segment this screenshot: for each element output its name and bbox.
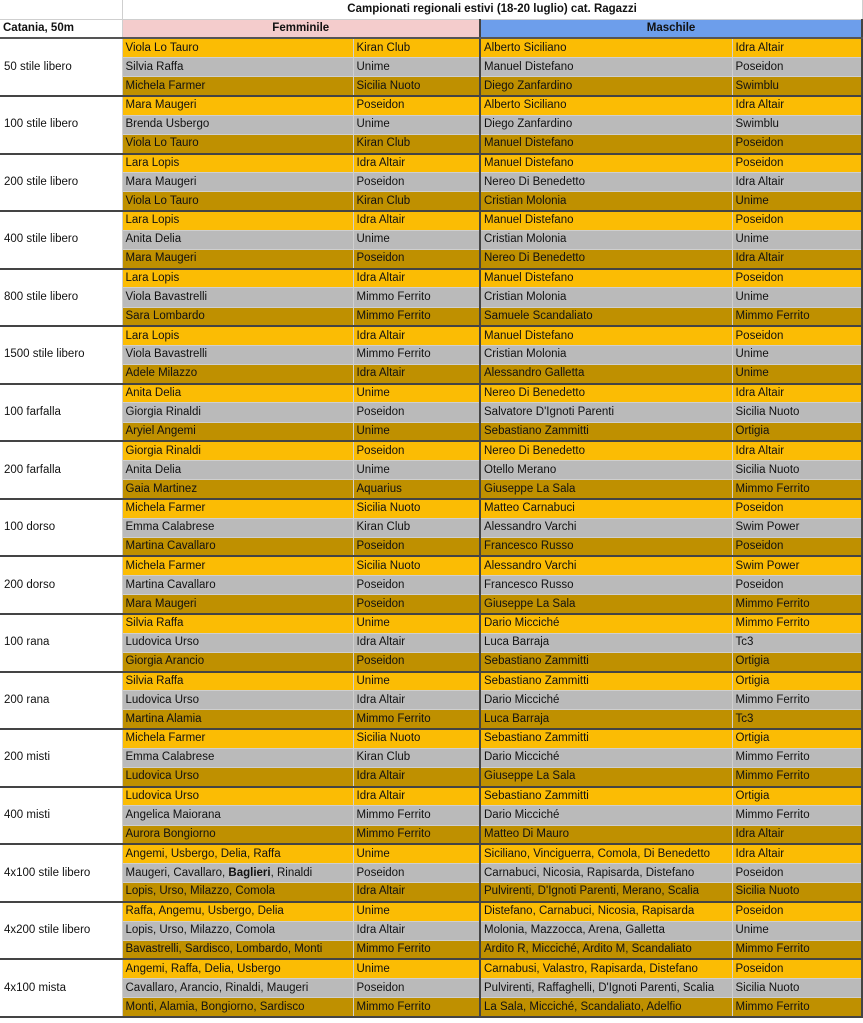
- male-athlete: Manuel Distefano: [480, 211, 732, 230]
- male-club: Poseidon: [732, 134, 862, 153]
- male-club: Poseidon: [732, 58, 862, 77]
- event-name: 400 stile libero: [0, 211, 122, 269]
- male-club: Unime: [732, 230, 862, 249]
- result-row: [0, 173, 862, 192]
- female-athlete: Lopis, Urso, Milazzo, Comola: [122, 921, 353, 940]
- result-row: [0, 729, 862, 748]
- male-athlete: Manuel Distefano: [480, 269, 732, 288]
- female-athlete: Ludovica Urso: [122, 633, 353, 652]
- male-athlete: Salvatore D'Ignoti Parenti: [480, 403, 732, 422]
- male-athlete: Alessandro Galletta: [480, 365, 732, 384]
- female-club: Idra Altair: [353, 154, 480, 173]
- location-header: Catania, 50m: [0, 19, 122, 38]
- male-club: Poseidon: [732, 326, 862, 345]
- result-row: [0, 768, 862, 787]
- male-athlete: Distefano, Carnabuci, Nicosia, Rapisarda: [480, 902, 732, 921]
- female-header: Femminile: [122, 19, 480, 38]
- female-athlete: Silvia Raffa: [122, 614, 353, 633]
- event-name: 4x100 mista: [0, 959, 122, 1017]
- male-club: Sicilia Nuoto: [732, 979, 862, 998]
- female-athlete: Viola Lo Tauro: [122, 192, 353, 211]
- male-athlete: Dario Micciché: [480, 806, 732, 825]
- result-row: [0, 710, 862, 729]
- female-club: Mimmo Ferrito: [353, 307, 480, 326]
- female-club: Unime: [353, 58, 480, 77]
- male-athlete: Otello Merano: [480, 461, 732, 480]
- female-athlete: Silvia Raffa: [122, 672, 353, 691]
- female-club: Kiran Club: [353, 518, 480, 537]
- female-athlete-part: Maugeri, Cavallaro,: [125, 866, 229, 879]
- female-athlete: Anita Delia: [122, 461, 353, 480]
- female-athlete: Lopis, Urso, Milazzo, Comola: [122, 883, 353, 902]
- result-row: [0, 115, 862, 134]
- result-row: [0, 883, 862, 902]
- male-athlete: Carnabuci, Nicosia, Rapisarda, Distefano: [480, 863, 732, 882]
- result-row: [0, 134, 862, 153]
- result-row: [0, 844, 862, 863]
- female-athlete: Raffa, Angemu, Usbergo, Delia: [122, 902, 353, 921]
- female-athlete: Anita Delia: [122, 230, 353, 249]
- male-athlete: Giuseppe La Sala: [480, 480, 732, 499]
- results-body: [0, 38, 862, 1017]
- female-club: Poseidon: [353, 403, 480, 422]
- female-athlete: Lara Lopis: [122, 269, 353, 288]
- female-club: Sicilia Nuoto: [353, 729, 480, 748]
- female-athlete: Lara Lopis: [122, 326, 353, 345]
- female-club: Unime: [353, 672, 480, 691]
- result-row: [0, 307, 862, 326]
- male-club: Mimmo Ferrito: [732, 480, 862, 499]
- male-club: Unime: [732, 921, 862, 940]
- female-club: Sicilia Nuoto: [353, 499, 480, 518]
- female-club: Unime: [353, 461, 480, 480]
- female-athlete: Emma Calabrese: [122, 748, 353, 767]
- female-club: Unime: [353, 422, 480, 441]
- female-club: Unime: [353, 844, 480, 863]
- male-club: Ortigia: [732, 422, 862, 441]
- male-athlete: Sebastiano Zammitti: [480, 422, 732, 441]
- male-club: Poseidon: [732, 902, 862, 921]
- result-row: [0, 288, 862, 307]
- female-club: Aquarius: [353, 480, 480, 499]
- male-athlete: Carnabusi, Valastro, Rapisarda, Distefano: [480, 959, 732, 978]
- male-athlete: Siciliano, Vinciguerra, Comola, Di Benedetto: [480, 844, 732, 863]
- male-club: Mimmo Ferrito: [732, 768, 862, 787]
- female-club: Unime: [353, 115, 480, 134]
- male-athlete: Manuel Distefano: [480, 326, 732, 345]
- female-athlete: Angemi, Usbergo, Delia, Raffa: [122, 844, 353, 863]
- female-club: Unime: [353, 902, 480, 921]
- result-row: [0, 998, 862, 1017]
- male-athlete: Samuele Scandaliato: [480, 307, 732, 326]
- female-athlete: [122, 863, 353, 882]
- male-club: Idra Altair: [732, 384, 862, 403]
- male-athlete: Nereo Di Benedetto: [480, 173, 732, 192]
- female-athlete-highlight: Baglieri: [228, 866, 271, 879]
- female-club: Kiran Club: [353, 134, 480, 153]
- male-club: Mimmo Ferrito: [732, 998, 862, 1017]
- female-club: Poseidon: [353, 173, 480, 192]
- female-club: Poseidon: [353, 652, 480, 671]
- male-club: Idra Altair: [732, 825, 862, 844]
- female-athlete: Michela Farmer: [122, 556, 353, 575]
- male-athlete: Francesco Russo: [480, 537, 732, 556]
- result-row: [0, 38, 862, 57]
- male-athlete: Matteo Di Mauro: [480, 825, 732, 844]
- female-athlete: Brenda Usbergo: [122, 115, 353, 134]
- result-row: [0, 537, 862, 556]
- male-club: Mimmo Ferrito: [732, 940, 862, 959]
- male-club: Unime: [732, 288, 862, 307]
- event-name: 800 stile libero: [0, 269, 122, 327]
- event-name: 100 farfalla: [0, 384, 122, 442]
- result-row: [0, 230, 862, 249]
- title-row: [0, 0, 862, 19]
- result-row: [0, 211, 862, 230]
- female-club: Idra Altair: [353, 787, 480, 806]
- result-row: [0, 787, 862, 806]
- female-club: Mimmo Ferrito: [353, 998, 480, 1017]
- event-name: 200 farfalla: [0, 441, 122, 499]
- female-club: Unime: [353, 614, 480, 633]
- male-athlete: La Sala, Micciché, Scandaliato, Adelfio: [480, 998, 732, 1017]
- female-athlete: Giorgia Rinaldi: [122, 441, 353, 460]
- result-row: [0, 345, 862, 364]
- result-row: [0, 652, 862, 671]
- female-athlete: Silvia Raffa: [122, 58, 353, 77]
- female-club: Idra Altair: [353, 211, 480, 230]
- male-club: Poseidon: [732, 154, 862, 173]
- female-club: Mimmo Ferrito: [353, 806, 480, 825]
- female-athlete: Martina Cavallaro: [122, 537, 353, 556]
- female-athlete: Aurora Bongiorno: [122, 825, 353, 844]
- female-athlete: Lara Lopis: [122, 154, 353, 173]
- male-club: Mimmo Ferrito: [732, 307, 862, 326]
- female-club: Mimmo Ferrito: [353, 940, 480, 959]
- male-club: Poseidon: [732, 576, 862, 595]
- male-athlete: Matteo Carnabuci: [480, 499, 732, 518]
- female-club: Sicilia Nuoto: [353, 556, 480, 575]
- female-athlete: Ludovica Urso: [122, 787, 353, 806]
- male-athlete: Nereo Di Benedetto: [480, 441, 732, 460]
- male-athlete: Dario Micciché: [480, 691, 732, 710]
- female-athlete: Gaia Martinez: [122, 480, 353, 499]
- male-athlete: Luca Barraja: [480, 710, 732, 729]
- female-athlete: Mara Maugeri: [122, 173, 353, 192]
- result-row: [0, 921, 862, 940]
- male-club: Unime: [732, 192, 862, 211]
- female-club: Poseidon: [353, 537, 480, 556]
- male-athlete: Dario Micciché: [480, 748, 732, 767]
- male-athlete: Alberto Siciliano: [480, 96, 732, 115]
- female-club: Mimmo Ferrito: [353, 710, 480, 729]
- female-athlete: Viola Lo Tauro: [122, 38, 353, 57]
- male-club: Poseidon: [732, 537, 862, 556]
- result-row: [0, 77, 862, 96]
- male-athlete: Diego Zanfardino: [480, 115, 732, 134]
- event-name: 200 dorso: [0, 556, 122, 614]
- female-club: Idra Altair: [353, 921, 480, 940]
- event-name: 100 dorso: [0, 499, 122, 557]
- female-club: Kiran Club: [353, 192, 480, 211]
- female-athlete: Aryiel Angemi: [122, 422, 353, 441]
- result-row: [0, 825, 862, 844]
- male-athlete: Francesco Russo: [480, 576, 732, 595]
- male-club: Ortigia: [732, 729, 862, 748]
- result-row: [0, 672, 862, 691]
- male-athlete: Manuel Distefano: [480, 134, 732, 153]
- male-athlete: Nereo Di Benedetto: [480, 249, 732, 268]
- event-name: 50 stile libero: [0, 38, 122, 96]
- female-club: Kiran Club: [353, 748, 480, 767]
- male-athlete: Giuseppe La Sala: [480, 595, 732, 614]
- male-club: Swimblu: [732, 115, 862, 134]
- result-row: [0, 518, 862, 537]
- male-club: Ortigia: [732, 787, 862, 806]
- female-club: Poseidon: [353, 863, 480, 882]
- result-row: [0, 902, 862, 921]
- male-club: Tc3: [732, 633, 862, 652]
- female-club: Idra Altair: [353, 365, 480, 384]
- result-row: [0, 633, 862, 652]
- male-athlete: Manuel Distefano: [480, 58, 732, 77]
- male-club: Poseidon: [732, 211, 862, 230]
- result-row: [0, 326, 862, 345]
- female-athlete: Sara Lombardo: [122, 307, 353, 326]
- female-club: Poseidon: [353, 979, 480, 998]
- event-name: 4x100 stile libero: [0, 844, 122, 902]
- male-athlete: Diego Zanfardino: [480, 77, 732, 96]
- male-club: Poseidon: [732, 269, 862, 288]
- female-athlete: Mara Maugeri: [122, 96, 353, 115]
- result-row: [0, 58, 862, 77]
- male-club: Swim Power: [732, 518, 862, 537]
- male-athlete: Luca Barraja: [480, 633, 732, 652]
- header-row: [0, 19, 862, 38]
- female-club: Idra Altair: [353, 269, 480, 288]
- male-club: Poseidon: [732, 863, 862, 882]
- male-club: Swim Power: [732, 556, 862, 575]
- male-athlete: Sebastiano Zammitti: [480, 729, 732, 748]
- female-club: Idra Altair: [353, 691, 480, 710]
- event-name: 100 stile libero: [0, 96, 122, 154]
- male-athlete: Alessandro Varchi: [480, 556, 732, 575]
- female-athlete: Martina Cavallaro: [122, 576, 353, 595]
- female-club: Poseidon: [353, 576, 480, 595]
- male-club: Idra Altair: [732, 96, 862, 115]
- male-athlete: Cristian Molonia: [480, 345, 732, 364]
- male-club: Ortigia: [732, 652, 862, 671]
- male-club: Sicilia Nuoto: [732, 461, 862, 480]
- title-spacer: [0, 0, 122, 19]
- female-club: Unime: [353, 384, 480, 403]
- result-row: [0, 441, 862, 460]
- female-athlete: Ludovica Urso: [122, 691, 353, 710]
- female-athlete: Mara Maugeri: [122, 595, 353, 614]
- male-athlete: Molonia, Mazzocca, Arena, Galletta: [480, 921, 732, 940]
- female-athlete-part: , Rinaldi: [270, 866, 313, 879]
- event-name: 200 misti: [0, 729, 122, 787]
- female-club: Kiran Club: [353, 38, 480, 57]
- male-header: Maschile: [480, 19, 862, 38]
- female-club: Idra Altair: [353, 883, 480, 902]
- female-athlete: Angemi, Raffa, Delia, Usbergo: [122, 959, 353, 978]
- male-club: Mimmo Ferrito: [732, 806, 862, 825]
- male-athlete: Sebastiano Zammitti: [480, 652, 732, 671]
- female-athlete: Martina Alamia: [122, 710, 353, 729]
- result-row: [0, 614, 862, 633]
- result-row: [0, 691, 862, 710]
- female-club: Poseidon: [353, 441, 480, 460]
- male-club: Mimmo Ferrito: [732, 691, 862, 710]
- result-row: [0, 480, 862, 499]
- male-club: Idra Altair: [732, 38, 862, 57]
- female-athlete: Mara Maugeri: [122, 249, 353, 268]
- result-row: [0, 940, 862, 959]
- male-club: Mimmo Ferrito: [732, 595, 862, 614]
- female-club: Mimmo Ferrito: [353, 345, 480, 364]
- female-athlete: Michela Farmer: [122, 499, 353, 518]
- page-title: Campionati regionali estivi (18-20 luglio) cat. Ragazzi: [122, 0, 862, 19]
- result-row: [0, 461, 862, 480]
- female-club: Idra Altair: [353, 633, 480, 652]
- male-athlete: Giuseppe La Sala: [480, 768, 732, 787]
- male-athlete: Cristian Molonia: [480, 230, 732, 249]
- female-athlete: Bavastrelli, Sardisco, Lombardo, Monti: [122, 940, 353, 959]
- male-athlete: Sebastiano Zammitti: [480, 672, 732, 691]
- female-athlete: Lara Lopis: [122, 211, 353, 230]
- result-row: [0, 96, 862, 115]
- result-row: [0, 595, 862, 614]
- result-row: [0, 384, 862, 403]
- male-club: Idra Altair: [732, 249, 862, 268]
- male-club: Swimblu: [732, 77, 862, 96]
- female-club: Poseidon: [353, 595, 480, 614]
- male-club: Unime: [732, 345, 862, 364]
- result-row: [0, 192, 862, 211]
- male-club: Tc3: [732, 710, 862, 729]
- male-club: Mimmo Ferrito: [732, 748, 862, 767]
- male-club: Unime: [732, 365, 862, 384]
- result-row: [0, 422, 862, 441]
- male-club: Poseidon: [732, 499, 862, 518]
- result-row: [0, 154, 862, 173]
- female-athlete: Giorgia Rinaldi: [122, 403, 353, 422]
- male-athlete: Pulvirenti, Raffaghelli, D'Ignoti Parenti, Scalia: [480, 979, 732, 998]
- male-athlete: Alessandro Varchi: [480, 518, 732, 537]
- female-athlete: Viola Bavastrelli: [122, 345, 353, 364]
- male-athlete: Cristian Molonia: [480, 192, 732, 211]
- female-athlete: Giorgia Arancio: [122, 652, 353, 671]
- result-row: [0, 863, 862, 882]
- male-club: Idra Altair: [732, 844, 862, 863]
- male-athlete: Ardito R, Micciché, Ardito M, Scandaliato: [480, 940, 732, 959]
- female-athlete: Michela Farmer: [122, 729, 353, 748]
- result-row: [0, 269, 862, 288]
- result-row: [0, 249, 862, 268]
- female-club: Poseidon: [353, 249, 480, 268]
- female-athlete: Anita Delia: [122, 384, 353, 403]
- female-club: Unime: [353, 230, 480, 249]
- result-row: [0, 748, 862, 767]
- female-athlete: Cavallaro, Arancio, Rinaldi, Maugeri: [122, 979, 353, 998]
- result-row: [0, 403, 862, 422]
- male-club: Poseidon: [732, 959, 862, 978]
- male-athlete: Alberto Siciliano: [480, 38, 732, 57]
- female-athlete: Emma Calabrese: [122, 518, 353, 537]
- male-athlete: Pulvirenti, D'Ignoti Parenti, Merano, Scalia: [480, 883, 732, 902]
- female-club: Idra Altair: [353, 768, 480, 787]
- male-club: Idra Altair: [732, 173, 862, 192]
- male-club: Idra Altair: [732, 441, 862, 460]
- female-club: Poseidon: [353, 96, 480, 115]
- result-row: [0, 806, 862, 825]
- result-row: [0, 979, 862, 998]
- female-club: Mimmo Ferrito: [353, 825, 480, 844]
- female-club: Sicilia Nuoto: [353, 77, 480, 96]
- female-club: Unime: [353, 959, 480, 978]
- result-row: [0, 556, 862, 575]
- female-club: Mimmo Ferrito: [353, 288, 480, 307]
- female-athlete: Viola Bavastrelli: [122, 288, 353, 307]
- result-row: [0, 365, 862, 384]
- male-club: Ortigia: [732, 672, 862, 691]
- event-name: 1500 stile libero: [0, 326, 122, 384]
- male-club: Sicilia Nuoto: [732, 883, 862, 902]
- female-athlete: Angelica Maiorana: [122, 806, 353, 825]
- event-name: 4x200 stile libero: [0, 902, 122, 960]
- female-athlete: Adele Milazzo: [122, 365, 353, 384]
- male-club: Sicilia Nuoto: [732, 403, 862, 422]
- event-name: 100 rana: [0, 614, 122, 672]
- male-athlete: Sebastiano Zammitti: [480, 787, 732, 806]
- male-athlete: Dario Micciché: [480, 614, 732, 633]
- result-row: [0, 959, 862, 978]
- female-athlete: Monti, Alamia, Bongiorno, Sardisco: [122, 998, 353, 1017]
- female-club: Idra Altair: [353, 326, 480, 345]
- event-name: 400 misti: [0, 787, 122, 845]
- female-athlete: Michela Farmer: [122, 77, 353, 96]
- male-athlete: Manuel Distefano: [480, 154, 732, 173]
- male-athlete: Nereo Di Benedetto: [480, 384, 732, 403]
- female-athlete: Viola Lo Tauro: [122, 134, 353, 153]
- event-name: 200 stile libero: [0, 154, 122, 212]
- result-row: [0, 576, 862, 595]
- male-club: Mimmo Ferrito: [732, 614, 862, 633]
- male-athlete: Cristian Molonia: [480, 288, 732, 307]
- event-name: 200 rana: [0, 672, 122, 730]
- result-row: [0, 499, 862, 518]
- female-athlete: Ludovica Urso: [122, 768, 353, 787]
